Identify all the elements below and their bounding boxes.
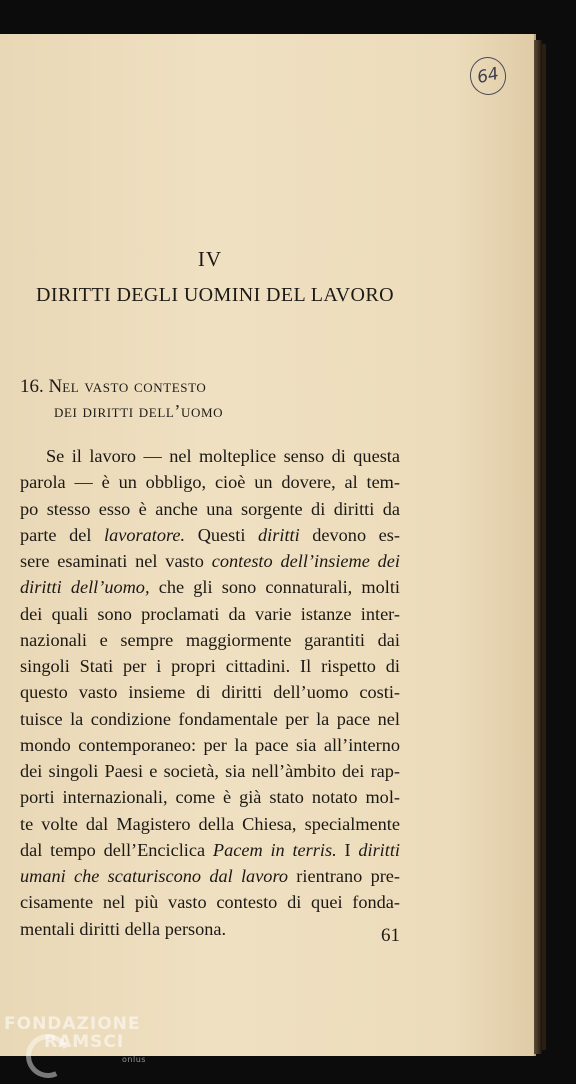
text-segment: sere esaminati nel vasto bbox=[20, 551, 212, 571]
text-segment: porti internazionali, come è già stato notato mol- bbox=[20, 787, 400, 808]
text-line bbox=[20, 469, 400, 495]
text-segment: parte del bbox=[20, 524, 105, 545]
text-segment: nazionali e sempre maggiormente garantiti dai bbox=[20, 629, 400, 650]
italic-segment: diritti dell’uomo, bbox=[20, 577, 150, 598]
page-edge-shadow bbox=[542, 44, 546, 1050]
text-line bbox=[20, 496, 400, 522]
text-segment: mentali diritti della persona. bbox=[20, 918, 227, 939]
chapter-number: IV bbox=[197, 247, 223, 271]
body-paragraph bbox=[20, 443, 400, 942]
watermark-logo bbox=[4, 1014, 154, 1080]
italic-segment: contesto dell’insieme dei bbox=[211, 551, 400, 571]
text-line bbox=[20, 837, 400, 863]
text-segment: dei quali sono proclamati da varie istanze inter- bbox=[20, 603, 400, 624]
text-line bbox=[20, 627, 400, 653]
text-segment: Questi bbox=[185, 524, 259, 545]
watermark-line2: RAMSCI bbox=[44, 1032, 125, 1052]
text-line bbox=[20, 811, 400, 837]
italic-segment: umani che scaturiscono dal lavoro bbox=[20, 866, 289, 886]
italic-segment: Pacem in terris. bbox=[212, 839, 337, 860]
watermark-line1: FONDAZIONE bbox=[4, 1014, 141, 1034]
text-line bbox=[20, 653, 400, 679]
text-segment: po stesso esso è anche una sorgente di diritti da bbox=[20, 498, 400, 519]
text-segment: Se il lavoro — nel molteplice senso di questa bbox=[46, 446, 400, 466]
text-segment: I bbox=[336, 839, 359, 860]
text-line bbox=[20, 784, 400, 810]
text-line bbox=[20, 732, 400, 758]
section-heading bbox=[20, 374, 223, 423]
watermark-line3: onlus bbox=[122, 1055, 146, 1064]
text-segment: tuisce la condizione fondamentale per la pace nel bbox=[20, 708, 400, 729]
text-line bbox=[20, 601, 400, 627]
section-title-line2: dei diritti dell’uomo bbox=[54, 401, 224, 421]
italic-segment: diritti bbox=[258, 524, 300, 545]
text-line bbox=[20, 679, 400, 705]
text-segment: mondo contemporaneo: per la pace sia all’interno bbox=[20, 734, 400, 755]
text-segment: questo vasto insieme di diritti dell’uomo costi- bbox=[20, 682, 400, 703]
text-line bbox=[20, 443, 400, 469]
text-segment: che gli sono connaturali, molti bbox=[149, 577, 400, 598]
text-segment: devono es- bbox=[299, 524, 400, 545]
text-line bbox=[20, 916, 400, 942]
text-segment: te volte dal Magistero della Chiesa, specialmente bbox=[20, 813, 400, 834]
text-line bbox=[20, 522, 400, 548]
text-line bbox=[20, 758, 400, 784]
text-segment: dal tempo dell’Enciclica bbox=[20, 839, 213, 860]
text-segment: rientrano pre- bbox=[288, 866, 400, 886]
italic-segment: lavoratore. bbox=[104, 524, 186, 545]
folio-mark-text: 64 bbox=[475, 63, 501, 89]
text-segment: dei singoli Paesi e società, sia nell’àmbito dei rap- bbox=[20, 761, 400, 781]
text-segment: singoli Stati per i propri cittadini. Il rispetto di bbox=[20, 656, 400, 676]
text-line bbox=[20, 574, 400, 600]
text-segment: parola — è un obbligo, cioè un dovere, al tem- bbox=[20, 472, 400, 493]
italic-segment: diritti bbox=[358, 839, 400, 860]
section-title-initial: N bbox=[48, 376, 63, 397]
text-line bbox=[20, 706, 400, 732]
text-line bbox=[20, 863, 400, 889]
text-segment: cisamente nel più vasto contesto di quei fonda- bbox=[20, 892, 400, 913]
page-number: 61 bbox=[381, 925, 400, 946]
section-number: 16. bbox=[20, 376, 44, 397]
section-title-line1: el vasto contesto bbox=[62, 376, 207, 396]
text-line bbox=[20, 548, 400, 574]
chapter-title: DIRITTI DEGLI UOMINI DEL LAVORO bbox=[36, 284, 394, 306]
page-edge bbox=[534, 40, 542, 1054]
text-line bbox=[20, 889, 400, 915]
